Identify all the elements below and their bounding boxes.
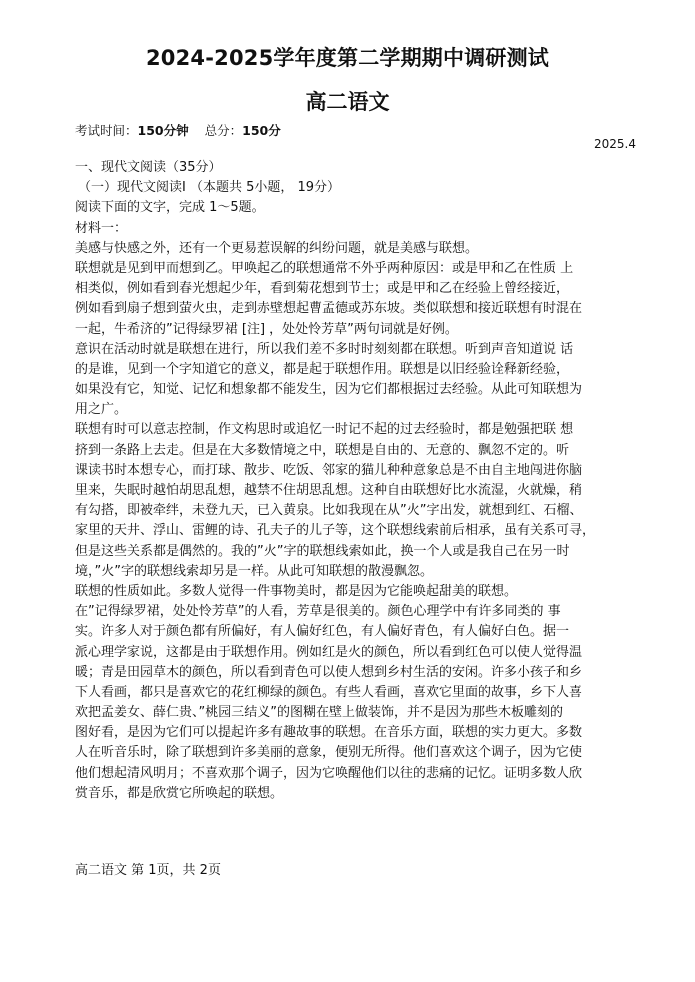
text-line: 联想的性质如此。多数人觉得一件事物美时，都是因为它能唤起甜美的联想。	[75, 583, 518, 599]
text-line: 人在听音乐时，除了联想到许多美丽的意象，便别无所得。他们喜欢这个调子，因为它使	[75, 745, 583, 761]
text-line: 欢把孟姜女、薛仁贵、”桃园三结义”的图糊在壁上做装饰，并不是因为那些木板雕刻的	[75, 705, 563, 721]
text-line: 相类似，例如看到春光想起少年，看到菊花想到节士；或是甲和乙在经验上曾经接近，	[75, 281, 570, 297]
text-line: 的是谁，见到一个字知道它的意义，都是起于联想作用。联想是以旧经验诠释新经验，	[75, 361, 570, 377]
text-line: 联想就是见到甲而想到乙。甲唤起乙的联想通常不外乎两种原因：或是甲和乙在性质 上	[75, 260, 574, 276]
exam-date: 2025.4	[594, 137, 636, 151]
text-line: 他们想起清风明月；不喜欢那个调子，因为它唤醒他们以往的悲痛的记忆。证明多数人欣	[75, 765, 583, 781]
text-line: 下人看画，都只是喜欢它的花红柳绿的颜色。有些人看画，喜欢它里面的故事，乡下人喜	[75, 684, 583, 700]
passage-body	[75, 158, 635, 804]
time-value: 150分钟	[137, 123, 189, 138]
text-line: 美感与快感之外，还有一个更易惹误解的纠纷问题，就是美感与联想。	[75, 240, 479, 256]
subsection-heading: （一）现代文阅读Ⅰ （本题共 5小题， 19分）	[78, 180, 341, 196]
text-line: 但是这些关系都是偶然的。我的”火”字的联想线索如此，换一个人或是我自己在另一时	[75, 543, 570, 559]
text-line: 联想有时可以意志控制，作文构思时或追忆一时记不起的过去经验时，都是勉强把联 想	[75, 422, 574, 438]
instruction: 阅读下面的文字，完成 1～5题。	[75, 200, 265, 216]
exam-meta	[75, 121, 281, 139]
page-footer: 高二语文 第 1页，共 2页	[75, 863, 221, 878]
text-line: 用之广。	[75, 402, 128, 418]
text-line: 赏音乐，都是欣赏它所唤起的联想。	[75, 785, 284, 801]
section-heading: 一、现代文阅读（35分）	[75, 160, 222, 175]
score-label: 总分：	[204, 123, 243, 138]
text-line: 派心理学家说，这都是由于联想作用。例如红是火的颜色，所以看到红色可以使人觉得温	[75, 644, 583, 660]
material-label: 材料一：	[75, 220, 128, 236]
text-line: 暖；青是田园草木的颜色，所以看到青色可以使人想到乡村生活的安闲。许多小孩子和乡	[75, 664, 583, 680]
exam-title: 2024-2025学年度第二学期期中调研测试	[145, 46, 549, 70]
text-line: 课读书时本想专心，而打球、散步、吃饭、邻家的猫儿种种意象总是不由自主地闯进你脑	[75, 462, 583, 478]
text-line: 境，”火”字的联想线索却另是一样。从此可知联想的散漫飘忽。	[75, 563, 433, 579]
text-line: 家里的天井、浮山、雷鲤的诗、孔夫子的儿子等，这个联想线索前后相承，虽有关系可寻，	[75, 523, 596, 539]
text-line: 如果没有它，知觉、记忆和想象都不能发生，因为它们都根据过去经验。从此可知联想为	[75, 382, 583, 398]
text-line: 挤到一条路上去走。但是在大多数情境之中，联想是自由的、无意的、飘忽不定的。听	[75, 442, 570, 458]
text-line: 意识在活动时就是联想在进行，所以我们差不多时时刻刻都在联想。听到声音知道说 话	[75, 341, 574, 357]
text-line: 有勾搭，即被牵绊，未登九天，已入黄泉。比如我现在从”火”字出发，就想到红、石榴、	[75, 503, 583, 519]
text-line: 在”记得绿罗裙，处处怜芳草”的人看，芳草是很美的。颜色心理学中有许多同类的 事	[75, 604, 561, 620]
text-line: 实。许多人对于颜色都有所偏好，有人偏好红色，有人偏好青色，有人偏好白色。据一	[75, 624, 570, 640]
text-line: 例如看到扇子想到萤火虫，走到赤壁想起曹孟德或苏东坡。类似联想和接近联想有时混在	[75, 301, 583, 317]
text-line: 图好看，是因为它们可以提起许多有趣故事的联想。在音乐方面，联想的实力更大。多数	[75, 725, 583, 741]
text-line: 里来，失眠时越怕胡思乱想，越禁不住胡思乱想。这种自由联想好比水流湿，火就燥，稍	[75, 483, 583, 498]
time-label: 考试时间：	[75, 123, 138, 138]
exam-subject: 高二语文	[305, 90, 390, 114]
text-line: 一起，牛希济的”记得绿罗裙 [注] ，处处怜芳草”两句词就是好例。	[75, 321, 458, 337]
score-value: 150分	[242, 123, 281, 138]
